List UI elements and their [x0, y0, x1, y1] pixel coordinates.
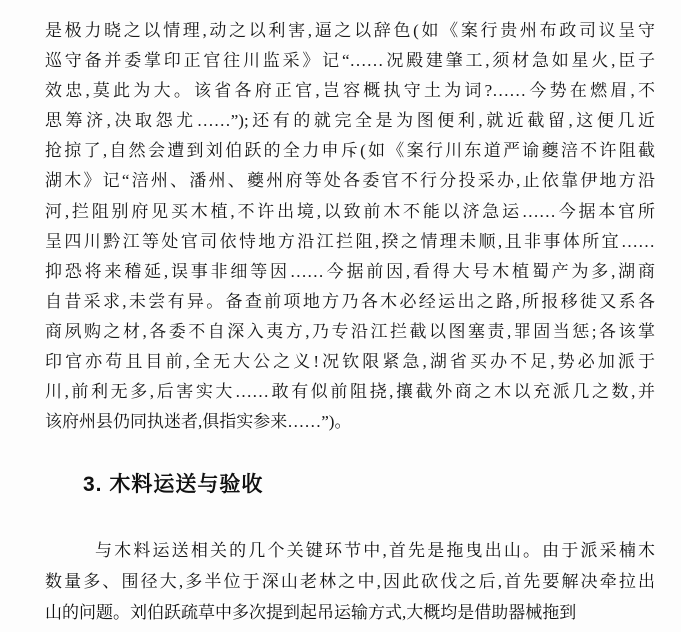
text-line: 商夙购之材,各委不自深入夷方,乃专沿江拦截以图塞责,罪固当惩;各该掌	[45, 321, 655, 341]
text-line: 呈四川黔江等处官司依恃地方沿江拦阻,揆之情理未顺,且非事体所宜……	[45, 231, 655, 251]
text-line: 川,前利无多,后害实大……敢有似前阻挠,攘截外商之木以充派几之数,并	[45, 382, 655, 402]
text-line: 巡守备并委掌印正官往川监采》记“……况殿建肇工,须材急如星火,臣子	[45, 51, 655, 71]
text-line: 思筹济,决取怨尤……”);还有的就完全是为图便利,就近截留,这便几近	[45, 111, 655, 131]
text-line: 是极力晓之以情理,动之以利害,逼之以辞色(如《案行贵州布政司议呈守	[45, 21, 655, 40]
text-line: 山的问题。刘伯跃疏草中多次提到起吊运输方式,大概均是借助器械拖到	[45, 603, 577, 622]
body-paragraph	[45, 535, 655, 628]
text-line: 自昔采求,未尝有异。备查前项地方乃各木必经运出之路,所报移徙又系各	[45, 291, 655, 311]
text-line: 抑恐将来稽延,误事非细等因……今据前因,看得大号木植蜀产为多,湖商	[45, 261, 655, 281]
text-line: 效忠,莫此为大。该省各府正官,岂容概执守土为词?……今势在燃眉,不	[45, 81, 655, 101]
text-line: 河,拦阻别府见买木植,不许出境,以致前木不能以济急运……今据本官所	[45, 201, 655, 221]
section-heading: 3. 木料运送与验收	[83, 473, 264, 496]
text-line: 该府州县仍同执迷者,俱指实参来……”)。	[45, 412, 352, 432]
text-line: 湖木》记“涪州、潘州、夔州府等处各委官不行分投采办,止依靠伊地方沿	[45, 171, 655, 191]
quote-paragraph	[45, 16, 655, 437]
text-line: 印官亦苟且目前,全无大公之义!况钦限紧急,湖省买办不足,势必加派于	[45, 352, 655, 372]
text-line: 数量多、围径大,多半位于深山老林之中,因此砍伐之后,首先要解决牵拉出	[45, 572, 655, 591]
text-line: 与木料运送相关的几个关键环节中,首先是拖曳出山。由于派采楠木	[95, 541, 655, 560]
text-line: 抢掠了,自然会遭到刘伯跃的全力申斥(如《案行川东道严谕夔涪不许阻截	[45, 141, 655, 161]
